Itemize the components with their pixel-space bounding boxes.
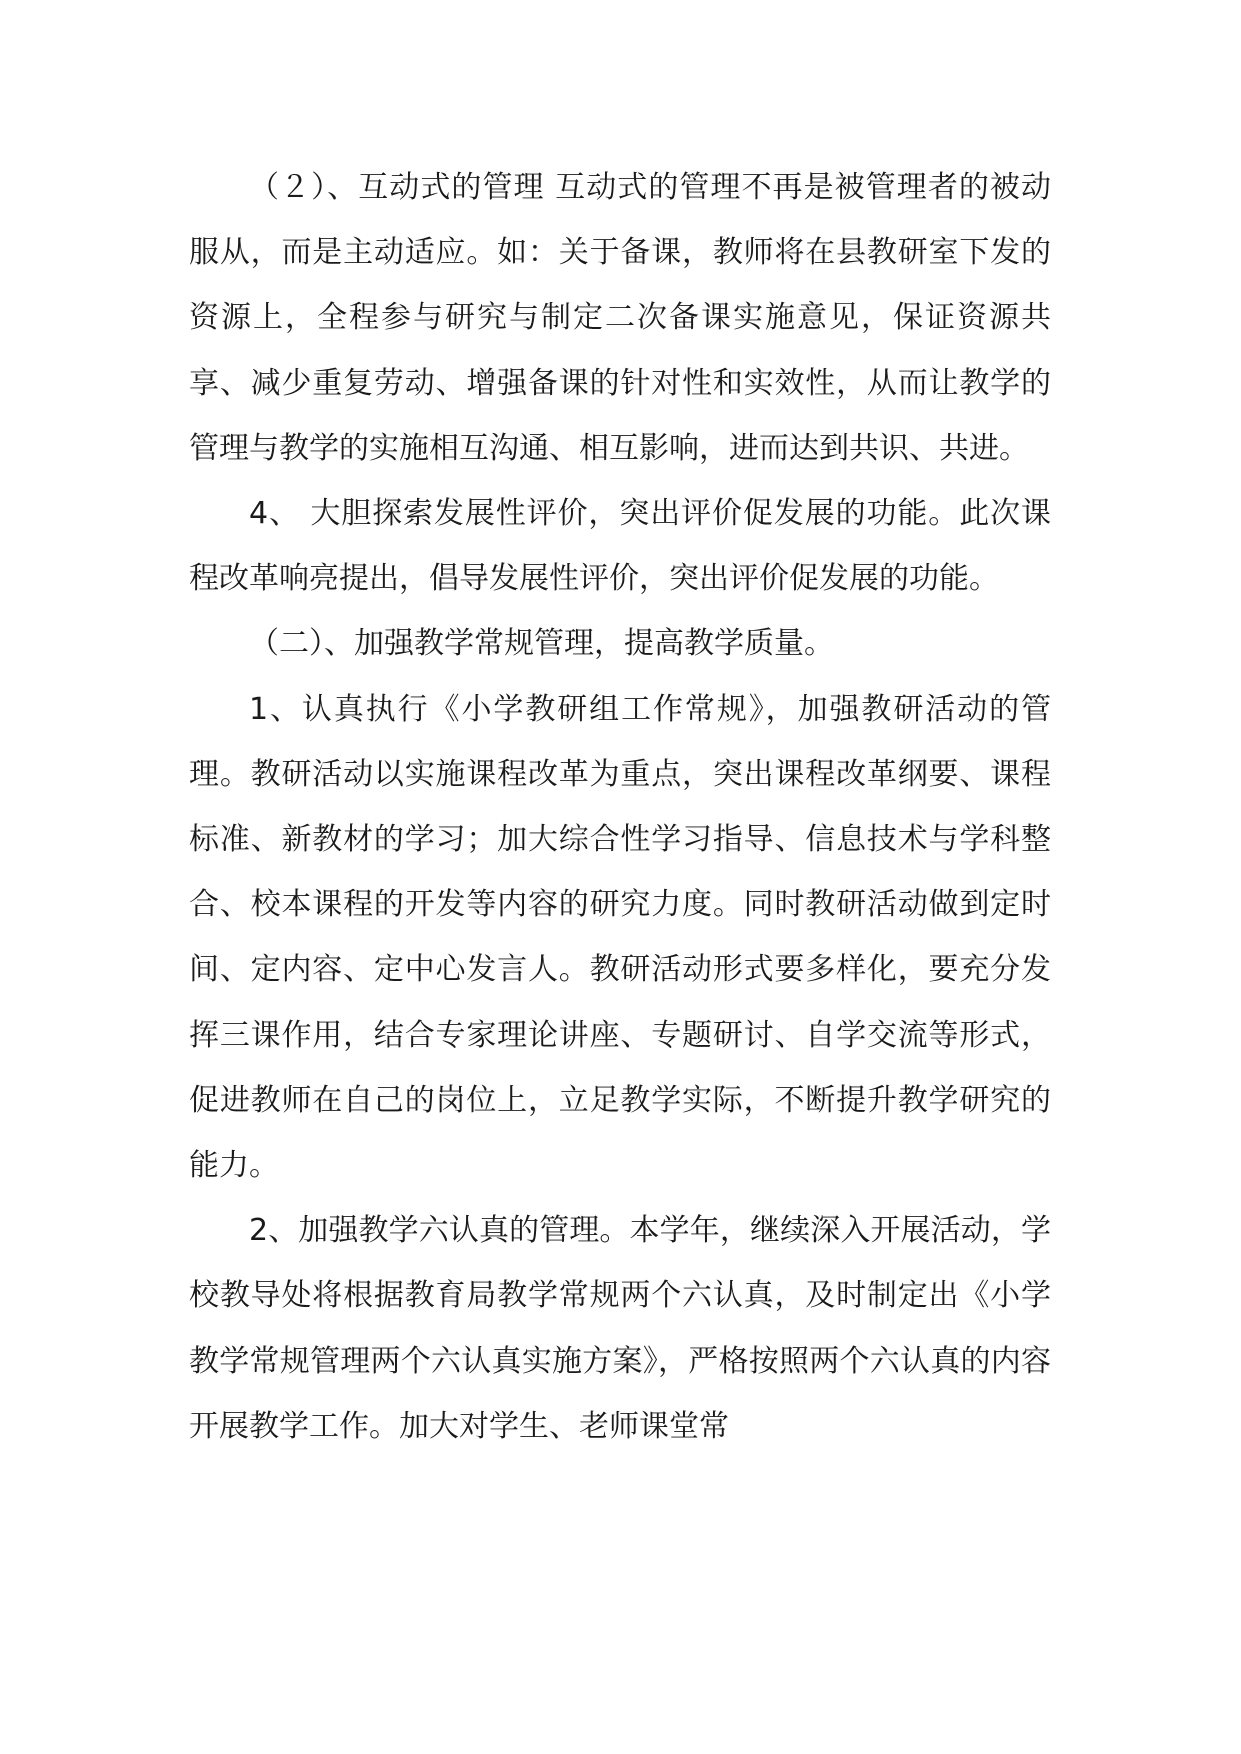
paragraph-research-group-routine: 1、认真执行《小学教研组工作常规》，加强教研活动的管理。教研活动以实施课程改革为重点，突出课程改革纲要、课程标准、新教材的学习；加大综合性学习指导、信息技术与学科整合、校本课程的开发等内容的研究力度。同时教研活动做到定时间、定内容、定中心发言人。教研活动形式要多样化，要充分发挥三课作用，结合专家理论讲座、专题研讨、自学交流等形式，促进教师在自己的岗位上，立足教学实际，不断提升教学研究的能力。: [189, 691, 1051, 1184]
document-body: [189, 155, 1051, 1459]
paragraph-six-diligences: 2、加强教学六认真的管理。本学年，继续深入开展活动，学校教导处将根据教育局教学常规两个六认真，及时制定出《小学教学常规管理两个六认真实施方案》，严格按照两个六认真的内容开展教学工作。加大对学生、老师课堂常: [189, 1213, 1051, 1444]
paragraph-developmental-evaluation: 4、 大胆探索发展性评价，突出评价促发展的功能。此次课程改革响亮提出，倡导发展性评价，突出评价促发展的功能。: [189, 496, 1051, 597]
paragraph-interactive-management: （２）、互动式的管理 互动式的管理不再是被管理者的被动服从，而是主动适应。如：关于备课，教师将在县教研室下发的资源上，全程参与研究与制定二次备课实施意见，保证资源共享、减少重复劳动、增强备课的针对性和实效性，从而让教学的管理与教学的实施相互沟通、相互影响，进而达到共识、共进。: [189, 170, 1051, 466]
section-heading-teaching-routine: （二）、加强教学常规管理，提高教学质量。: [249, 626, 834, 662]
